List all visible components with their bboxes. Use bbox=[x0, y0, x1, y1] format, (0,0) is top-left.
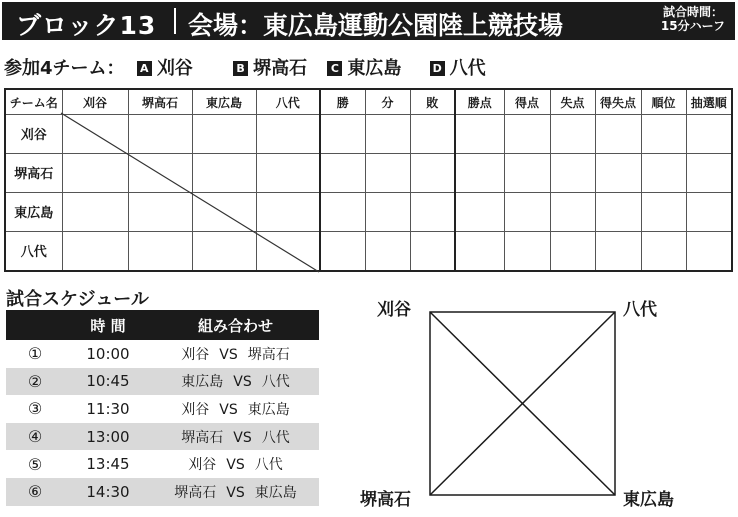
table-row bbox=[6, 368, 319, 396]
schedule-title: 試合スケジュール bbox=[6, 289, 149, 310]
standings-table bbox=[4, 88, 733, 272]
col-header: チーム名 bbox=[5, 89, 62, 115]
match-number: ③ bbox=[27, 399, 43, 419]
col-header: 刈谷 bbox=[62, 89, 128, 115]
col-header: 時 間 bbox=[64, 310, 152, 340]
match-time bbox=[661, 5, 725, 33]
match-number: ④ bbox=[6, 423, 64, 451]
venue-title: 会場：東広島運動公園陸上競技場 bbox=[188, 11, 564, 40]
team-b-letter: B bbox=[233, 61, 248, 76]
team-c-name: 東広島 bbox=[347, 58, 402, 79]
table-row bbox=[5, 231, 732, 271]
col-header bbox=[6, 310, 64, 340]
table-row bbox=[6, 395, 319, 423]
away-team: 東広島 bbox=[247, 401, 290, 418]
col-header: 敗 bbox=[410, 89, 455, 115]
table-row bbox=[6, 423, 319, 451]
match-pairing bbox=[152, 340, 319, 368]
col-header: 勝点 bbox=[455, 89, 504, 115]
home-team: 東広島 bbox=[181, 374, 224, 391]
row-label: 東広島 bbox=[5, 192, 62, 231]
match-time: 13:45 bbox=[86, 455, 130, 474]
table-row bbox=[5, 192, 732, 231]
table-row bbox=[5, 153, 732, 192]
team-b-name: 堺高石 bbox=[253, 58, 308, 79]
col-header: 分 bbox=[365, 89, 410, 115]
vs-label: VS bbox=[219, 401, 238, 418]
diagram-label-top-right: 八代 bbox=[623, 300, 657, 320]
away-team: 東広島 bbox=[254, 484, 297, 501]
match-time: 14:30 bbox=[64, 478, 152, 506]
match-number: ① bbox=[27, 344, 43, 364]
col-header: 東広島 bbox=[192, 89, 256, 115]
match-pairing bbox=[152, 478, 319, 506]
match-number: ② bbox=[6, 368, 64, 396]
match-pairing bbox=[152, 423, 319, 451]
table-row bbox=[5, 115, 732, 154]
home-team: 堺高石 bbox=[174, 484, 217, 501]
schedule-header-row bbox=[6, 310, 319, 340]
match-pairing bbox=[152, 368, 319, 396]
home-team: 刈谷 bbox=[181, 401, 210, 418]
vs-label: VS bbox=[219, 346, 238, 363]
team-b bbox=[233, 58, 307, 79]
vs-label: VS bbox=[233, 429, 252, 446]
team-a-name: 刈谷 bbox=[156, 58, 193, 79]
team-d-name: 八代 bbox=[449, 58, 486, 79]
vs-label: VS bbox=[226, 484, 245, 501]
match-time: 10:00 bbox=[86, 344, 130, 363]
col-header: 八代 bbox=[256, 89, 320, 115]
team-a-letter: A bbox=[137, 61, 152, 76]
away-team: 八代 bbox=[254, 457, 283, 474]
match-pairing bbox=[152, 395, 319, 423]
col-header: 順位 bbox=[641, 89, 686, 115]
schedule-table bbox=[6, 310, 319, 506]
away-team: 堺高石 bbox=[247, 346, 290, 363]
away-team: 八代 bbox=[261, 429, 290, 446]
participants-line bbox=[4, 54, 486, 80]
team-d-letter: D bbox=[430, 61, 445, 76]
match-number: ⑤ bbox=[27, 454, 43, 474]
diagram-label-top-left: 刈谷 bbox=[377, 300, 411, 320]
header-bar bbox=[2, 2, 735, 40]
team-d bbox=[430, 58, 486, 79]
match-time: 10:45 bbox=[64, 368, 152, 396]
participants-label: 参加4チーム： bbox=[4, 58, 125, 79]
match-number: ⑥ bbox=[6, 478, 64, 506]
team-c bbox=[327, 58, 401, 79]
away-team: 八代 bbox=[261, 374, 290, 391]
team-c-letter: C bbox=[327, 61, 342, 76]
match-time-label: 試合時間： bbox=[662, 5, 723, 19]
block-title: ブロック13 bbox=[16, 11, 157, 40]
header-divider bbox=[174, 8, 176, 34]
row-label: 堺高石 bbox=[5, 153, 62, 192]
row-label: 八代 bbox=[5, 231, 62, 271]
col-header: 得点 bbox=[504, 89, 550, 115]
match-pairing bbox=[152, 450, 319, 478]
table-row bbox=[6, 450, 319, 478]
diagram-label-bottom-right: 東広島 bbox=[623, 490, 674, 510]
team-a bbox=[137, 58, 193, 79]
col-header: 失点 bbox=[550, 89, 595, 115]
col-header: 組み合わせ bbox=[152, 310, 319, 340]
row-label: 刈谷 bbox=[5, 115, 62, 154]
table-row bbox=[6, 478, 319, 506]
standings-header-row bbox=[5, 89, 732, 115]
col-header: 得失点 bbox=[595, 89, 641, 115]
col-header: 堺高石 bbox=[128, 89, 192, 115]
home-team: 堺高石 bbox=[181, 429, 224, 446]
col-header: 抽選順 bbox=[686, 89, 732, 115]
match-time: 11:30 bbox=[86, 399, 130, 418]
home-team: 刈谷 bbox=[188, 457, 217, 474]
match-time: 13:00 bbox=[64, 423, 152, 451]
table-row bbox=[6, 340, 319, 368]
col-header: 勝 bbox=[320, 89, 365, 115]
match-time-value: 15分ハーフ bbox=[660, 19, 725, 33]
vs-label: VS bbox=[226, 457, 245, 474]
vs-label: VS bbox=[233, 374, 252, 391]
home-team: 刈谷 bbox=[181, 346, 210, 363]
diagram-label-bottom-left: 堺高石 bbox=[360, 490, 411, 510]
league-diagram bbox=[355, 290, 735, 515]
